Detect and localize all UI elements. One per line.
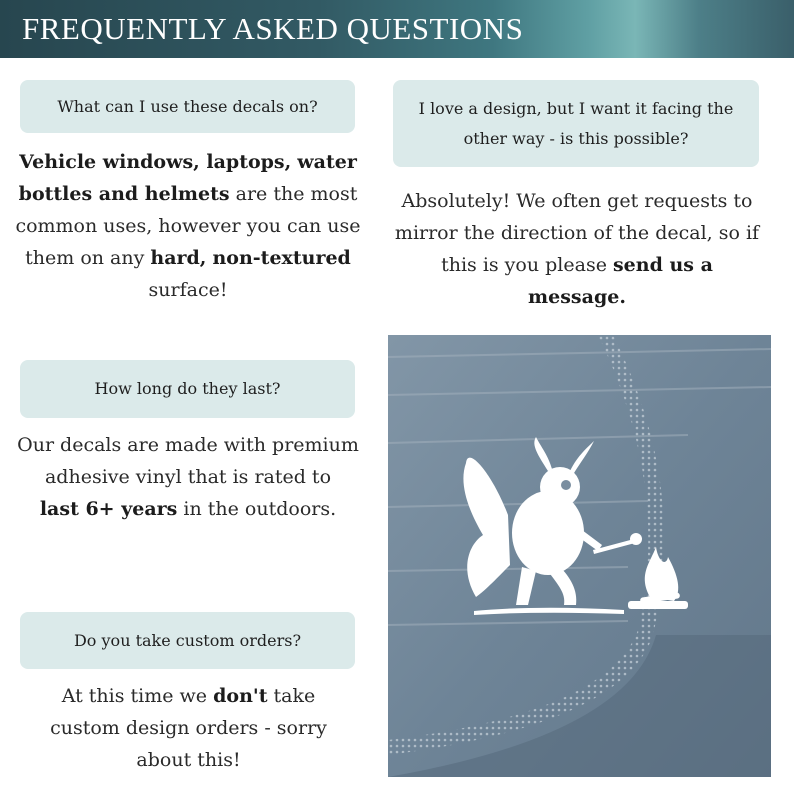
answer-text: surface! bbox=[148, 279, 228, 301]
answer-bold: non-textured bbox=[212, 247, 351, 269]
question-text: I love a design, but I want it facing the other way - is this possible? bbox=[418, 98, 734, 148]
question-text: Do you take custom orders? bbox=[73, 630, 302, 650]
answer-text: in the outdoors. bbox=[177, 498, 337, 520]
answer-custom-orders bbox=[36, 680, 341, 776]
answer-text: are the most common uses, however you can use them on any bbox=[15, 183, 361, 269]
answer-bold: water bottles and helmets bbox=[18, 151, 357, 205]
answer-bold: last 6+ years bbox=[39, 498, 178, 520]
question-text: How long do they last? bbox=[94, 379, 281, 398]
product-photo bbox=[388, 335, 771, 777]
answer-decal-uses bbox=[14, 146, 362, 306]
faq-header bbox=[0, 0, 794, 58]
question-box-mirror-design bbox=[393, 80, 759, 167]
answer-text: take custom design orders - sorry about this! bbox=[50, 685, 327, 771]
answer-bold: send us a message. bbox=[528, 254, 713, 308]
page-title: FREQUENTLY ASKED QUESTIONS bbox=[22, 11, 524, 46]
question-box-decal-uses bbox=[20, 80, 355, 133]
answer-text: Absolutely! We often get requests to mirror the direction of the decal, so if this is you please bbox=[394, 190, 760, 276]
answer-bold: hard, bbox=[150, 247, 207, 269]
decal-eye bbox=[561, 480, 571, 490]
answer-text: At this time we bbox=[61, 685, 214, 707]
question-box-custom-orders bbox=[20, 612, 355, 669]
answer-text: Our decals are made with premium adhesive vinyl that is rated to bbox=[17, 434, 359, 488]
answer-durability bbox=[14, 429, 362, 525]
car-window-scene bbox=[388, 335, 771, 777]
question-text: What can I use these decals on? bbox=[57, 96, 318, 116]
answer-bold: don't bbox=[213, 685, 268, 707]
question-box-durability bbox=[20, 360, 355, 418]
answer-bold: Vehicle windows, laptops, bbox=[19, 151, 292, 173]
answer-mirror-design bbox=[392, 185, 762, 313]
